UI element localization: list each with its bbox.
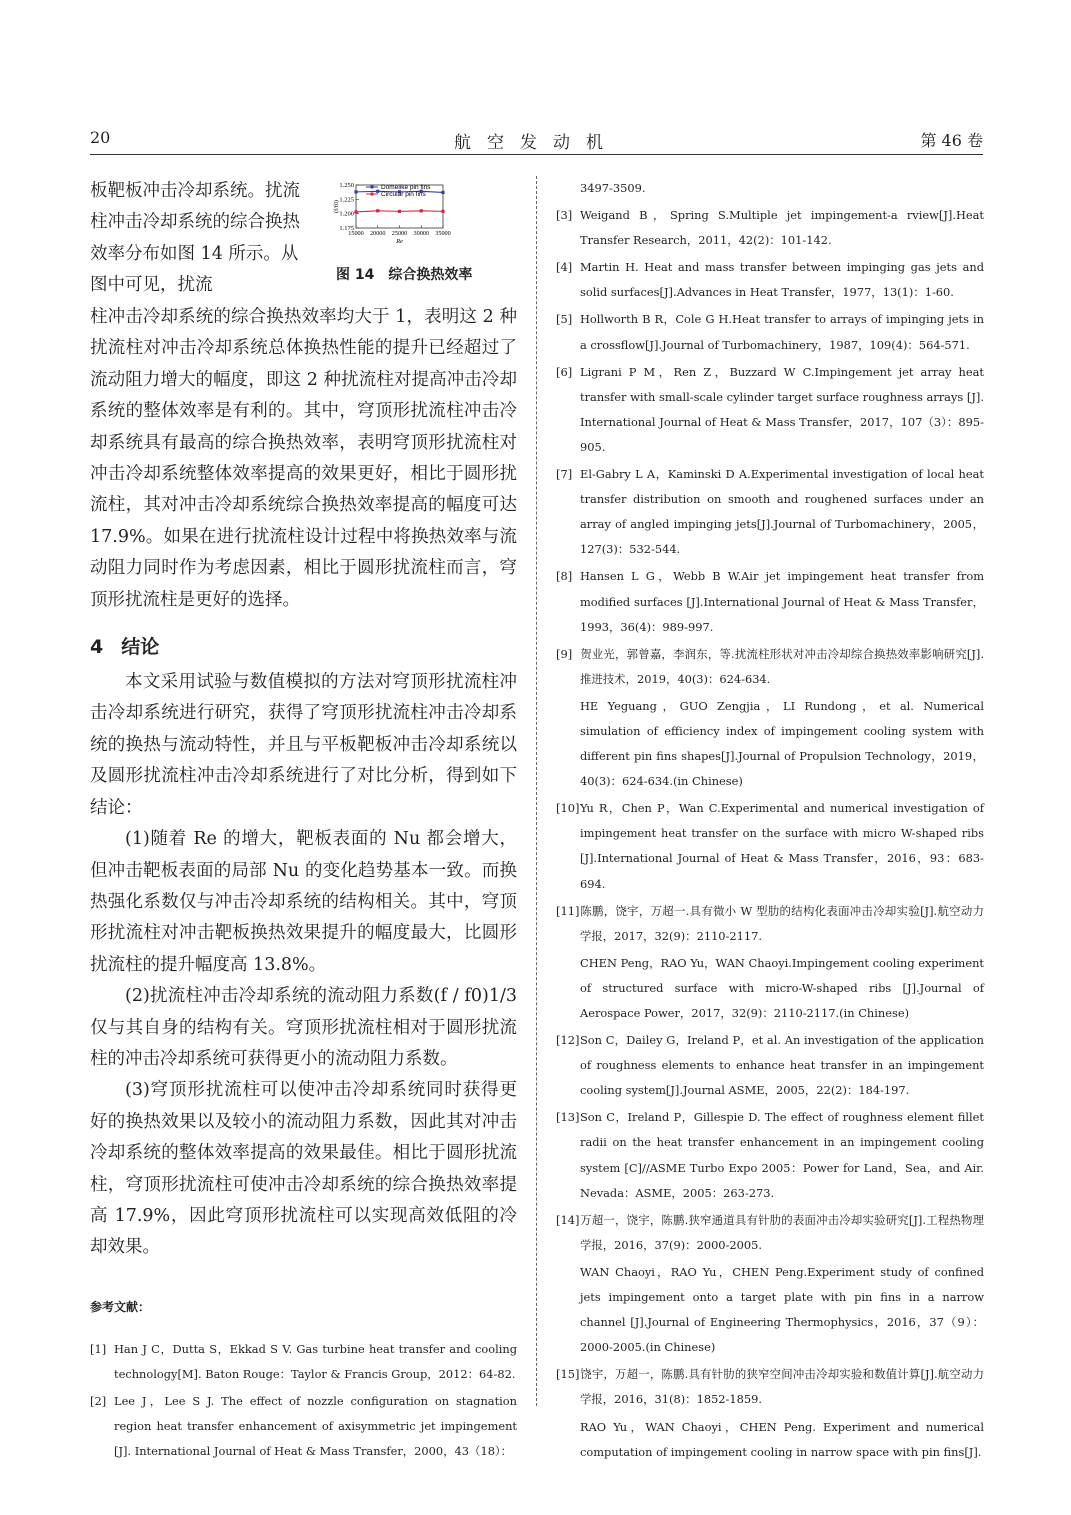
reference-continuation: 3497-3509.	[580, 181, 646, 195]
conclusion-3: (3)穹顶形扰流柱可以使冲击冷却系统同时获得更好的换热效果以及较小的流动阻力系数，因此其对冲击冷却系统的整体效率提高的效果最佳。相比于圆形扰流柱，穹顶形扰流柱可使冲击冷却系统的综合换热效率提高 17.9%，因此穹顶形扰流柱可以实现高效低阻的冷却效果。	[90, 1080, 517, 1258]
intro-paragraph: 板靶板冲击冷却系统。扰流柱冲击冷却系统的综合换热效率分布如图 14 所示。从图中可见，扰流	[90, 181, 300, 296]
conclusion-1: (1)随着 Re 的增大，靶板表面的 Nu 都会增大，但冲击靶板表面的局部 Nu 的变化趋势基本一致。而换热强化系数仅与冲击冷却系统的结构相关。其中，穹顶形扰流柱对冲击靶板换热效果提升的幅度最大，比圆形扰流柱的提升幅度高 13.8%。	[90, 829, 517, 975]
legend-label: Circular pin fins	[381, 191, 426, 198]
reference-text: Ligrani P M，Ren Z，Buzzard W C.Impingement jet array heat transfer with small-scale cylinder target surface roughness arrays [J]. International Journal of Heat & Mass Transfer，2017，107（3）：895-905.	[580, 364, 984, 454]
reference-label: [12]	[556, 1033, 580, 1048]
reference-label: [10]	[556, 801, 580, 816]
figure-14	[318, 176, 517, 288]
reference-label: [4]	[556, 260, 573, 275]
efficiency-chart	[318, 176, 517, 260]
reference-label: [6]	[556, 364, 573, 379]
reference-item	[556, 899, 984, 949]
paragraph-conclusion-intro: 本文采用试验与数值模拟的方法对穹顶形扰流柱冲击冷却系统进行研究，获得了穹顶形扰流柱冲击冷却系统的换热与流动特性，并且与平板靶板冲击冷却系统以及圆形扰流柱冲击冷却系统进行了对比分析，得到如下结论：	[90, 672, 517, 818]
series-point	[354, 210, 357, 213]
reference-item	[556, 642, 984, 692]
column-divider	[536, 176, 537, 1406]
y-tick-label: 1.200	[339, 210, 354, 218]
intro-with-figure	[90, 176, 517, 302]
reference-item	[556, 462, 984, 562]
reference-text: Son C，Ireland P，Gillespie D. The effect of roughness element fillet radii on the heat transfer enhancement in an impingement cooling system [C]//ASME Turbo Expo 2005：Power for Land，Sea，and Air. Nevada：ASME，2005：263-273.	[580, 1110, 984, 1200]
series-point	[354, 190, 357, 193]
reference-item	[556, 1208, 984, 1258]
legend-label: Domelike pin fins	[381, 184, 431, 191]
reference-label: [1]	[90, 1341, 107, 1356]
series-point	[376, 209, 379, 212]
reference-item	[556, 1028, 984, 1103]
x-axis-label: Re	[396, 238, 403, 245]
reference-item	[556, 255, 984, 305]
x-tick-label: 35000	[435, 230, 451, 237]
reference-text: Hansen L G，Webb B W.Air jet impingement heat transfer from modified surfaces [J].International Journal of Heat & Mass Transfer，1993，36(4)：989-997.	[580, 569, 984, 634]
reference-label: [13]	[556, 1110, 580, 1125]
reference-item	[556, 951, 984, 1026]
reference-text: Hollworth B R，Cole G H.Heat transfer to arrays of impinging jets in a crossflow[J].Journal of Turbomachinery，1987，109(4)：564-571.	[580, 312, 984, 352]
paragraph-efficiency: 柱冲击冷却系统的综合换热效率均大于 1，表明这 2 种扰流柱对冲击冷却系统总体换热性能的提升已经超过了流动阻力增大的幅度，即这 2 种扰流柱对提高冲击冷却系统的整体效率是有利的。其中，穹顶形扰流柱冲击冷却系统具有最高的综合换热效率，表明穹顶形扰流柱对冲击冷却系统整体效率提高的效果更好，相比于圆形扰流柱，其对冲击冷却系统综合换热效率提高的幅度可达 17.9%。如果在进行扰流柱设计过程中将换热效率与流动阻力同时作为考虑因素，相比于圆形扰流柱而言，穹顶形扰流柱是更好的选择。	[90, 307, 517, 610]
reference-item	[556, 564, 984, 639]
reference-item	[556, 796, 984, 896]
reference-text: Han J C，Dutta S，Ekkad S V. Gas turbine heat transfer and cooling technology[M]. Baton Rouge：Taylor & Francis Group，2012：64-82.	[114, 1341, 517, 1381]
section-number: 4	[90, 636, 104, 659]
reference-text: HE Yeguang，GUO Zengjia，LI Rundong，et al. Numerical simulation of efficiency index of impingement cooling system with different pin fins shapes[J].Journal of Propulsion Technology，2019，40(3)：624-634.(in Chinese)	[580, 698, 984, 789]
left-column	[90, 176, 517, 1466]
reference-label: [7]	[556, 467, 573, 482]
reference-item	[556, 1415, 984, 1465]
reference-item	[556, 694, 984, 794]
reference-label: [11]	[556, 903, 580, 918]
journal-title: 航空发动机	[454, 133, 619, 153]
page-number: 20	[90, 128, 111, 147]
series-point	[398, 210, 401, 213]
y-axis-label: (f/f0)	[334, 200, 340, 213]
conclusion-2: (2)扰流柱冲击冷却系统的流动阻力系数(f / f0)1/3 仅与其自身的结构有关。穹顶形扰流柱相对于圆形扰流柱的冲击冷却系统可获得更小的流动阻力系数。	[90, 986, 517, 1069]
x-tick-label: 30000	[413, 230, 429, 237]
reference-text: CHEN Peng，RAO Yu，WAN Chaoyi.Impingement cooling experiment of structured surface with micro-W-shaped ribs [J].Journal of Aerospace Power，2017，32(9)：2110-2117.(in Chinese)	[580, 955, 984, 1020]
reference-text: 万超一，饶宇，陈鹏.狭窄通道具有针肋的表面冲击冷却实验研究[J].工程热物理学报，2016，37(9)：2000-2005.	[580, 1212, 984, 1252]
y-tick-label: 1.225	[339, 196, 354, 204]
reference-text: 饶宇，万超一，陈鹏.具有针肋的狭窄空间冲击冷却实验和数值计算[J].航空动力学报，2016，31(8)：1852-1859.	[580, 1367, 984, 1407]
x-tick-label: 20000	[370, 230, 386, 237]
references-heading: 参考文献：	[90, 1299, 151, 1314]
series-point	[441, 210, 444, 213]
reference-text: El-Gabry L A，Kaminski D A.Experimental investigation of local heat transfer distribution on smooth and roughened surfaces under an array of angled impinging jets[J].Journal of Turbomachinery，2005，127(3)：532-544.	[580, 467, 984, 557]
series-point	[376, 190, 379, 193]
x-tick-label: 25000	[391, 230, 408, 237]
reference-item	[556, 1105, 984, 1205]
reference-item	[556, 1362, 984, 1412]
reference-item	[556, 1260, 984, 1360]
reference-text: Lee J，Lee S J. The effect of nozzle configuration on stagnation region heat transfer enhancement of axisymmetric jet impingement [J]. International Journal of Heat & Mass Transfer，2000，43（18）：	[114, 1393, 517, 1459]
reference-item	[556, 203, 984, 253]
reference-item	[90, 1337, 517, 1387]
series-point	[420, 209, 423, 212]
figure-caption: 图 14 综合换热效率	[336, 267, 473, 283]
reference-text: 贺业光，郭曾嘉，李润东，等.扰流柱形状对冲击冷却综合换热效率影响研究[J].推进技术，2019，40(3)：624-634.	[580, 646, 984, 686]
reference-text: Weigand B，Spring S.Multiple jet impingement-a rview[J].Heat Transfer Research，2011，42(2)：101-142.	[580, 208, 984, 248]
reference-item	[556, 360, 984, 460]
references-right	[556, 203, 984, 1465]
reference-text: WAN Chaoyi，RAO Yu，CHEN Peng.Experiment study of confined jets impingement onto a target plate with pin fins in a narrow channel [J].Journal of Engineering Thermophysics，2016，37（9）：2000-2005.(in Chinese)	[580, 1264, 984, 1355]
reference-item	[90, 1389, 517, 1464]
reference-text: Martin H. Heat and mass transfer between impinging gas jets and solid surfaces[J].Advances in Heat Transfer，1977，13(1)：1-60.	[580, 260, 984, 300]
section-heading	[90, 632, 517, 659]
right-column	[556, 176, 984, 1467]
reference-label: [15]	[556, 1367, 580, 1382]
reference-label: [3]	[556, 208, 573, 223]
reference-label: [9]	[556, 646, 573, 661]
series-point	[441, 191, 444, 194]
reference-label: [2]	[90, 1393, 107, 1408]
reference-text: Yu R，Chen P，Wan C.Experimental and numerical investigation of impingement heat transfer on the surface with micro W-shaped ribs [J].International Journal of Heat & Mass Transfer，2016，93：683-694.	[580, 801, 984, 891]
x-tick-label: 15000	[348, 230, 364, 237]
y-tick-label: 1.250	[339, 182, 354, 189]
reference-label: [14]	[556, 1212, 580, 1227]
reference-text: Son C，Dailey G，Ireland P，et al. An investigation of the application of roughness elements to enhance heat transfer in an impingement cooling system[J].Journal ASME，2005，22(2)：184-197.	[580, 1033, 984, 1098]
legend-marker	[371, 186, 374, 189]
y-tick-label: 1.175	[339, 225, 354, 232]
references-left	[90, 1337, 517, 1464]
section-title: 结论	[121, 636, 160, 659]
reference-item	[556, 307, 984, 357]
legend-marker	[371, 193, 374, 196]
volume-label: 第 46 卷	[920, 131, 983, 150]
reference-text: 陈鹏，饶宇，万超一.具有微小 W 型肋的结构化表面冲击冷却实验[J].航空动力学报，2017，32(9)：2110-2117.	[580, 903, 984, 943]
reference-text: RAO Yu，WAN Chaoyi，CHEN Peng. Experiment and numerical computation of impingement cooling in narrow space with pin fins[J].	[580, 1419, 984, 1459]
reference-label: [8]	[556, 569, 573, 584]
page-header	[90, 128, 983, 155]
reference-label: [5]	[556, 312, 573, 327]
